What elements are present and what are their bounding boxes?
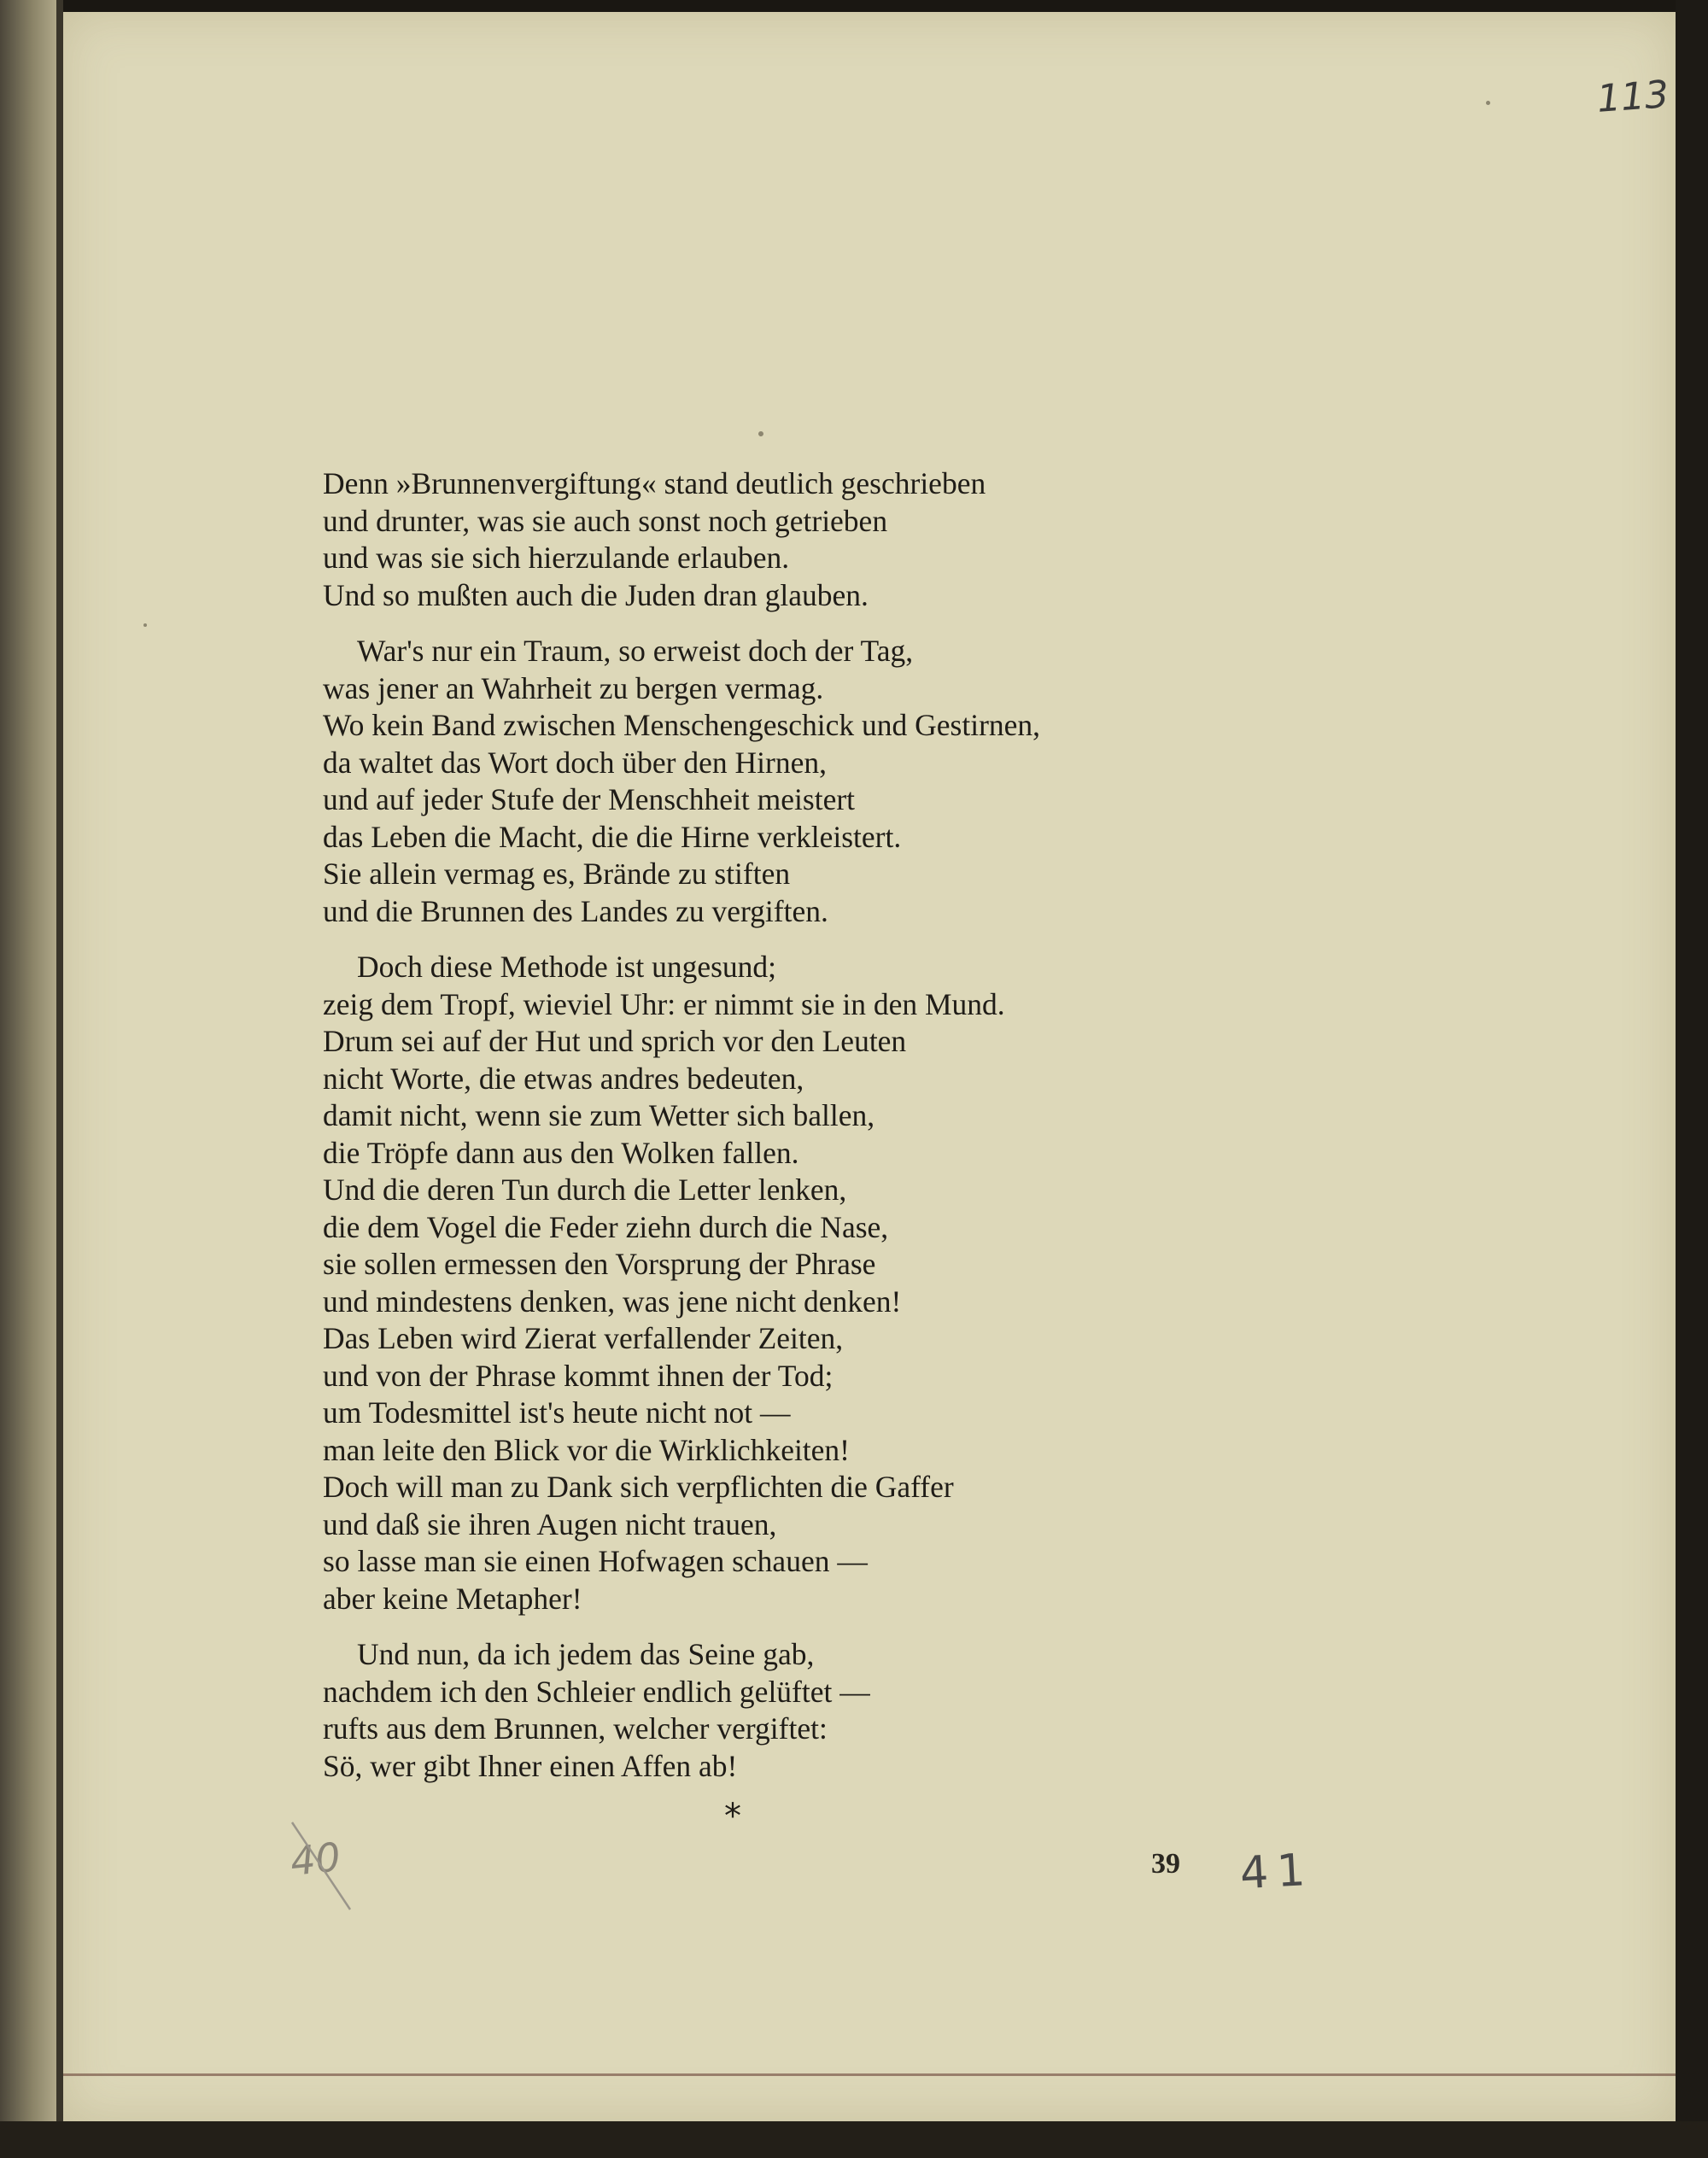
poem-line: War's nur ein Traum, so erweist doch der Tag, (357, 634, 914, 668)
section-separator: * (724, 1797, 741, 1836)
strike-through-mark (289, 1819, 354, 1913)
book-spine (0, 0, 60, 2158)
paper-speck (143, 623, 147, 627)
printed-page-number: 39 (1151, 1848, 1180, 1880)
poem-line: zeig dem Tropf, wieviel Uhr: er nimmt sie in den Mund. (323, 986, 1005, 1021)
poem-text (323, 465, 1177, 1804)
poem-line: und von der Phrase kommt ihnen der Tod; (323, 1358, 834, 1393)
poem-line: Drum sei auf der Hut und sprich vor den Leuten (323, 1024, 907, 1058)
stanza (323, 465, 1177, 614)
poem-line: Wo kein Band zwischen Menschengeschick und Gestirnen, (323, 708, 1041, 742)
poem-line: und mindestens denken, was jene nicht denken! (323, 1284, 902, 1319)
stanza (323, 633, 1177, 930)
poem-line: Doch diese Methode ist ungesund; (357, 950, 777, 984)
poem-line: nachdem ich den Schleier endlich gelüftet — (323, 1674, 870, 1709)
poem-line: und drunter, was sie auch sonst noch getrieben (323, 503, 888, 538)
poem-line: und was sie sich hierzulande erlauben. (323, 541, 790, 575)
poem-line: da waltet das Wort doch über den Hirnen, (323, 745, 827, 780)
poem-line: was jener an Wahrheit zu bergen vermag. (323, 670, 824, 705)
poem-line: und die Brunnen des Landes zu vergiften. (323, 893, 828, 928)
poem-line: Und die deren Tun durch die Letter lenken, (323, 1173, 847, 1207)
poem-line: das Leben die Macht, die die Hirne verkleistert. (323, 819, 902, 854)
paper-speck (758, 431, 763, 436)
stanza (323, 949, 1177, 1617)
page-edge-line (63, 2073, 1676, 2076)
poem-line: aber keine Metapher! (323, 1581, 582, 1616)
poem-line: und daß sie ihren Augen nicht trauen, (323, 1506, 777, 1541)
poem-line: die dem Vogel die Feder ziehn durch die Nase, (323, 1209, 889, 1244)
poem-line: Denn »Brunnenvergiftung« stand deutlich geschrieben (323, 466, 986, 500)
scan-border-right (1676, 0, 1708, 2158)
stanza (323, 1636, 1177, 1785)
poem-line: die Tröpfe dann aus den Wolken fallen. (323, 1135, 799, 1170)
poem-line: Und nun, da ich jedem das Seine gab, (357, 1637, 815, 1671)
paper-speck (1486, 101, 1490, 105)
poem-line: Und so mußten auch die Juden dran glauben. (323, 577, 869, 612)
scan-border-bottom (0, 2121, 1708, 2158)
poem-line: Sö, wer gibt Ihner einen Affen ab! (323, 1748, 738, 1783)
poem-line: und auf jeder Stufe der Menschheit meistert (323, 782, 856, 816)
poem-line: rufts aus dem Brunnen, welcher vergiftet: (323, 1711, 828, 1746)
handwritten-page-number-right: 41 (1238, 1844, 1315, 1900)
poem-line: Doch will man zu Dank sich verpflichten die Gaffer (323, 1470, 954, 1504)
poem-line: so lasse man sie einen Hofwagen schauen — (323, 1544, 868, 1578)
poem-line: nicht Worte, die etwas andres bedeuten, (323, 1061, 804, 1096)
poem-line: damit nicht, wenn sie zum Wetter sich ballen, (323, 1098, 875, 1132)
poem-line: Das Leben wird Zierat verfallender Zeiten, (323, 1321, 844, 1355)
poem-line: Sie allein vermag es, Brände zu stiften (323, 857, 791, 891)
page-gutter (56, 0, 63, 2158)
poem-line: um Todesmittel ist's heute nicht not — (323, 1395, 791, 1430)
poem-line: sie sollen ermessen den Vorsprung der Phrase (323, 1247, 876, 1281)
poem-line: man leite den Blick vor die Wirklichkeiten! (323, 1432, 851, 1467)
archive-page-number: 113 (1595, 73, 1670, 121)
